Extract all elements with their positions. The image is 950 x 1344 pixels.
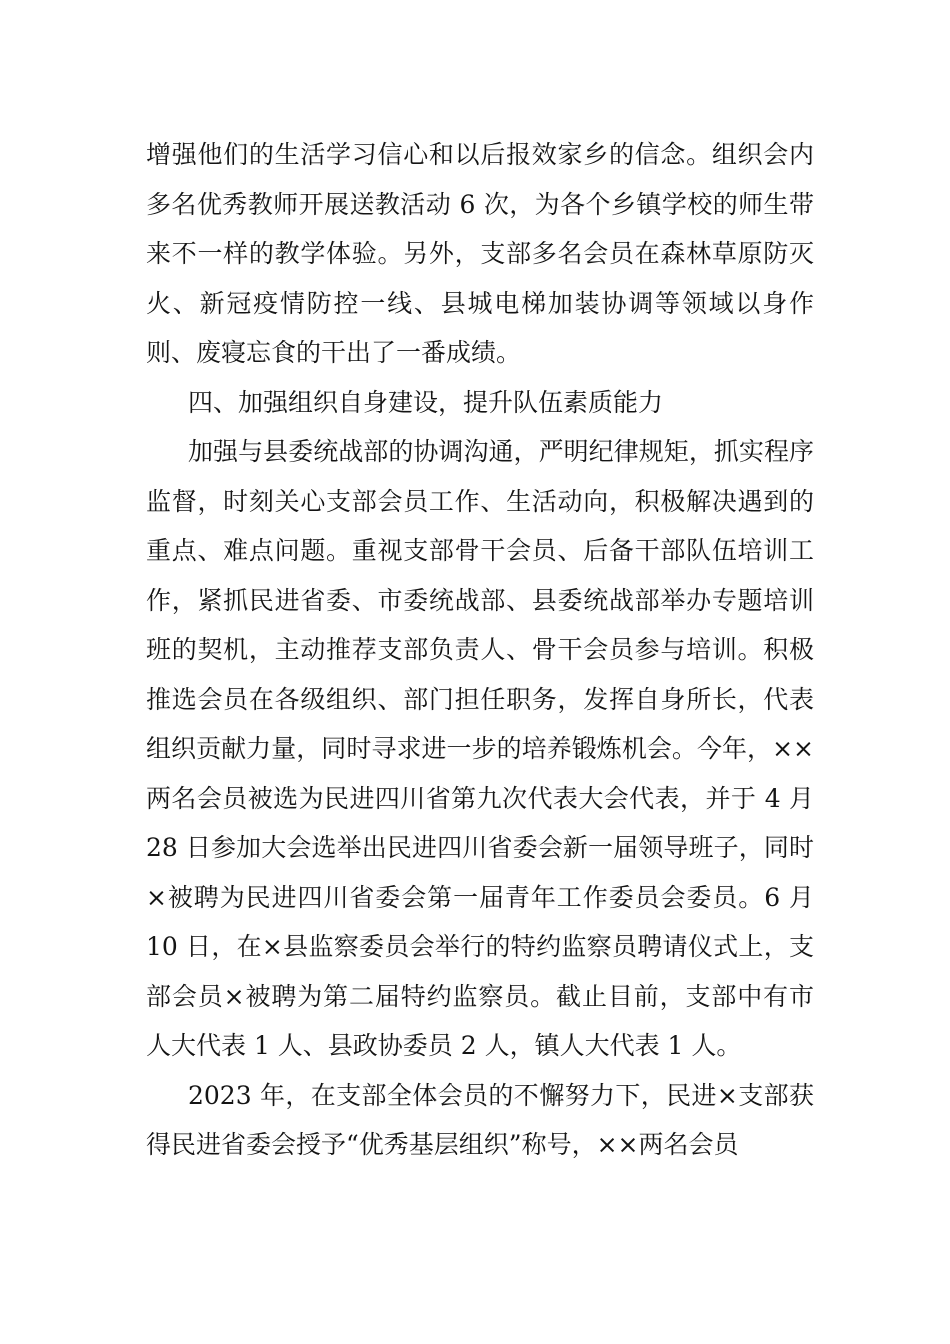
document-body bbox=[146, 130, 814, 1170]
section-heading: 四、加强组织自身建设，提升队伍素质能力 bbox=[188, 387, 664, 417]
paragraph-continuation: 增强他们的生活学习信心和以后报效家乡的信念。组织会内多名优秀教师开展送教活动 6 次，为各个乡镇学校的师生带来不一样的教学体验。另外，支部多名会员在森林草原防灭火、新冠疫情防控一线、县城电梯加装协调等领域以身作则、废寝忘食的干出了一番成绩。 bbox=[146, 140, 814, 367]
paragraph-2023-summary: 2023 年，在支部全体会员的不懈努力下，民进×支部获得民进省委会授予“优秀基层组织”称号，××两名会员 bbox=[146, 1080, 814, 1159]
paragraph-organization-building: 加强与县委统战部的协调沟通，严明纪律规矩，抓实程序监督，时刻关心支部会员工作、生活动向，积极解决遇到的重点、难点问题。重视支部骨干会员、后备干部队伍培训工作，紧抓民进省委、市委统战部、县委统战部举办专题培训班的契机，主动推荐支部负责人、骨干会员参与培训。积极推选会员在各级组织、部门担任职务，发挥自身所长，代表组织贡献力量，同时寻求进一步的培养锻炼机会。今年，××两名会员被选为民进四川省第九次代表大会代表，并于 4 月 28 日参加大会选举出民进四川省委会新一届领导班子，同时×被聘为民进四川省委会第一届青年工作委员会委员。6 月 10 日，在×县监察委员会举行的特约监察员聘请仪式上，支部会员×被聘为第二届特约监察员。截止目前，支部中有市人大代表 1 人、县政协委员 2 人，镇人大代表 1 人。 bbox=[146, 437, 814, 1060]
